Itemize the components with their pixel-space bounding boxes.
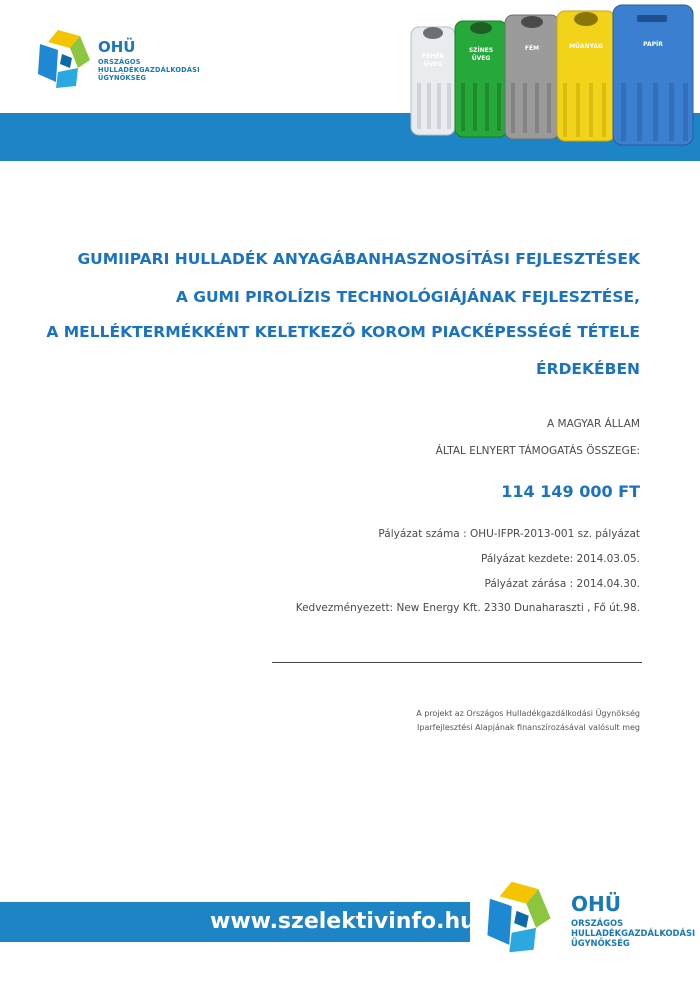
grant-line-1: A MAGYAR ÁLLAM	[547, 418, 640, 430]
bin-gray	[505, 15, 559, 139]
grant-amount: 114 149 000 FT	[501, 482, 640, 501]
bin-yellow-label: MŰANYAG	[569, 43, 603, 50]
bin-white	[411, 27, 455, 135]
ohu-logo-icon	[36, 28, 92, 90]
recycling-bins-image	[405, 3, 700, 161]
logo-subtitle-line: ORSZÁGOS	[98, 58, 141, 66]
ohu-logo-footer-icon	[485, 878, 553, 956]
footnote-line-1: A projekt az Országos Hulladékgazdálkodási Ügynökség	[416, 709, 640, 718]
bin-white-label: FEHÉR ÜVEG	[422, 53, 444, 68]
footnote-line-2: Iparfejlesztési Alapjának finanszírozásával valósult meg	[417, 723, 640, 732]
detail-application-number: Pályázat száma : OHU-IFPR-2013-001 sz. pályázat	[378, 528, 640, 540]
title-line-4: ÉRDEKÉBEN	[536, 360, 640, 378]
divider	[272, 662, 642, 663]
title-line-3: A MELLÉKTERMÉKKÉNT KELETKEZŐ KOROM PIACKÉPESSÉGÉ TÉTELE	[46, 323, 640, 341]
bin-blue	[613, 5, 693, 145]
footer-url-link[interactable]: www.szelektivinfo.hu	[210, 909, 476, 934]
ohu-logo	[36, 28, 200, 98]
detail-end-date: Pályázat zárása : 2014.04.30.	[484, 578, 640, 590]
logo-subtitle-line: ÜGYNÖKSÉG	[98, 74, 147, 82]
logo-title: OHÜ	[98, 38, 136, 56]
bin-blue-label: PAPÍR	[643, 41, 663, 48]
footer-logo-subtitle-line: ORSZÁGOS	[571, 918, 624, 928]
logo-subtitle-line: HULLADÉKGAZDÁLKODÁSI	[98, 66, 200, 74]
detail-beneficiary: Kedvezményezett: New Energy Kft. 2330 Dunaharaszti , Fő út.98.	[295, 602, 640, 614]
bin-yellow	[557, 11, 615, 141]
ohu-logo-footer	[485, 878, 700, 958]
title-line-1: GUMIIPARI HULLADÉK ANYAGÁBANHASZNOSÍTÁSI FEJLESZTÉSEK	[77, 250, 640, 268]
footer-logo-title: OHÜ	[571, 892, 621, 916]
grant-line-2: ÁLTAL ELNYERT TÁMOGATÁS ÖSSZEGE:	[435, 445, 640, 457]
bin-green-label: SZÍNES ÜVEG	[468, 47, 494, 62]
title-line-2: A GUMI PIROLÍZIS TECHNOLÓGIÁJÁNAK FEJLESZTÉSE,	[175, 288, 640, 306]
footer-logo-subtitle-line: HULLADÉKGAZDÁLKODÁSI	[571, 928, 696, 938]
footer-logo-subtitle-line: ÜGYNÖKSÉG	[571, 938, 630, 948]
bin-green	[455, 21, 507, 137]
bin-gray-label: FÉM	[524, 45, 540, 52]
detail-start-date: Pályázat kezdete: 2014.03.05.	[481, 553, 640, 565]
